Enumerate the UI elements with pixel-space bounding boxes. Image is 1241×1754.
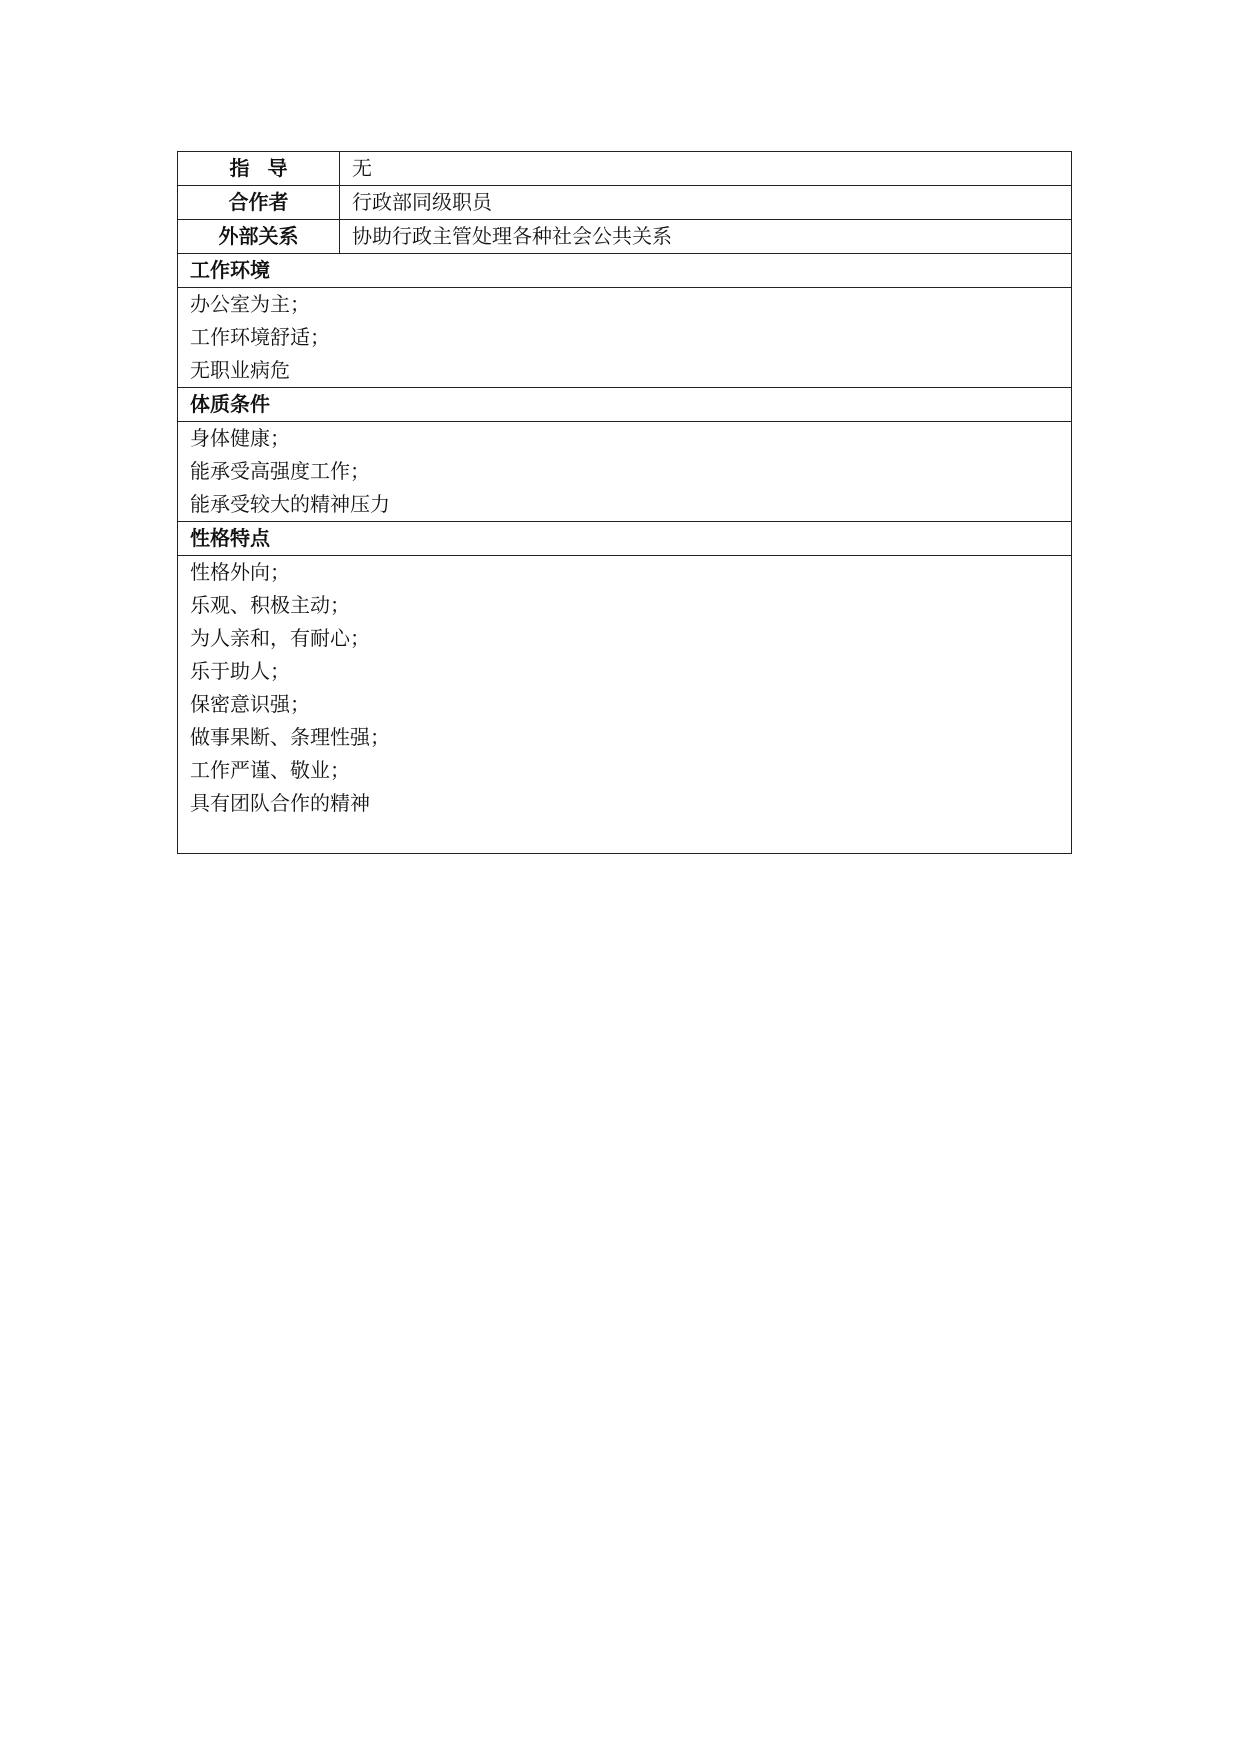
section-body-work-environment [178,288,1072,388]
row-label: 外部关系 [178,220,340,254]
row-label: 合作者 [178,186,340,220]
row-value: 行政部同级职员 [340,186,1072,220]
section-content [178,422,1072,522]
section-line: 工作严谨、敬业； [190,758,350,782]
section-title: 体质条件 [178,388,1072,422]
row-value: 无 [340,152,1072,186]
row-value: 协助行政主管处理各种社会公共关系 [340,220,1072,254]
section-body-personality [178,556,1072,854]
section-line: 乐观、积极主动； [190,593,350,617]
section-line: 无职业病危 [190,358,290,382]
section-content [178,288,1072,388]
section-head-work-environment [178,254,1072,288]
section-line: 性格外向； [190,560,290,584]
section-title: 性格特点 [178,522,1072,556]
section-title: 工作环境 [178,254,1072,288]
section-line: 工作环境舒适； [190,325,330,349]
section-line: 办公室为主； [190,292,310,316]
section-line: 具有团队合作的精神 [190,791,370,815]
section-content [178,556,1072,854]
row-external-relations [178,220,1072,254]
section-line: 能承受高强度工作； [190,459,370,483]
row-guidance [178,152,1072,186]
section-line: 能承受较大的精神压力 [190,492,390,516]
section-body-physical-requirements [178,422,1072,522]
section-line: 乐于助人； [190,659,290,683]
row-collaborators [178,186,1072,220]
section-head-personality [178,522,1072,556]
job-description-table [177,151,1072,854]
section-head-physical-requirements [178,388,1072,422]
row-label: 指导 [178,152,340,186]
section-line: 做事果断、条理性强； [190,725,390,749]
section-line: 身体健康； [190,426,290,450]
section-line: 为人亲和，有耐心； [190,626,370,650]
section-line: 保密意识强； [190,692,310,716]
